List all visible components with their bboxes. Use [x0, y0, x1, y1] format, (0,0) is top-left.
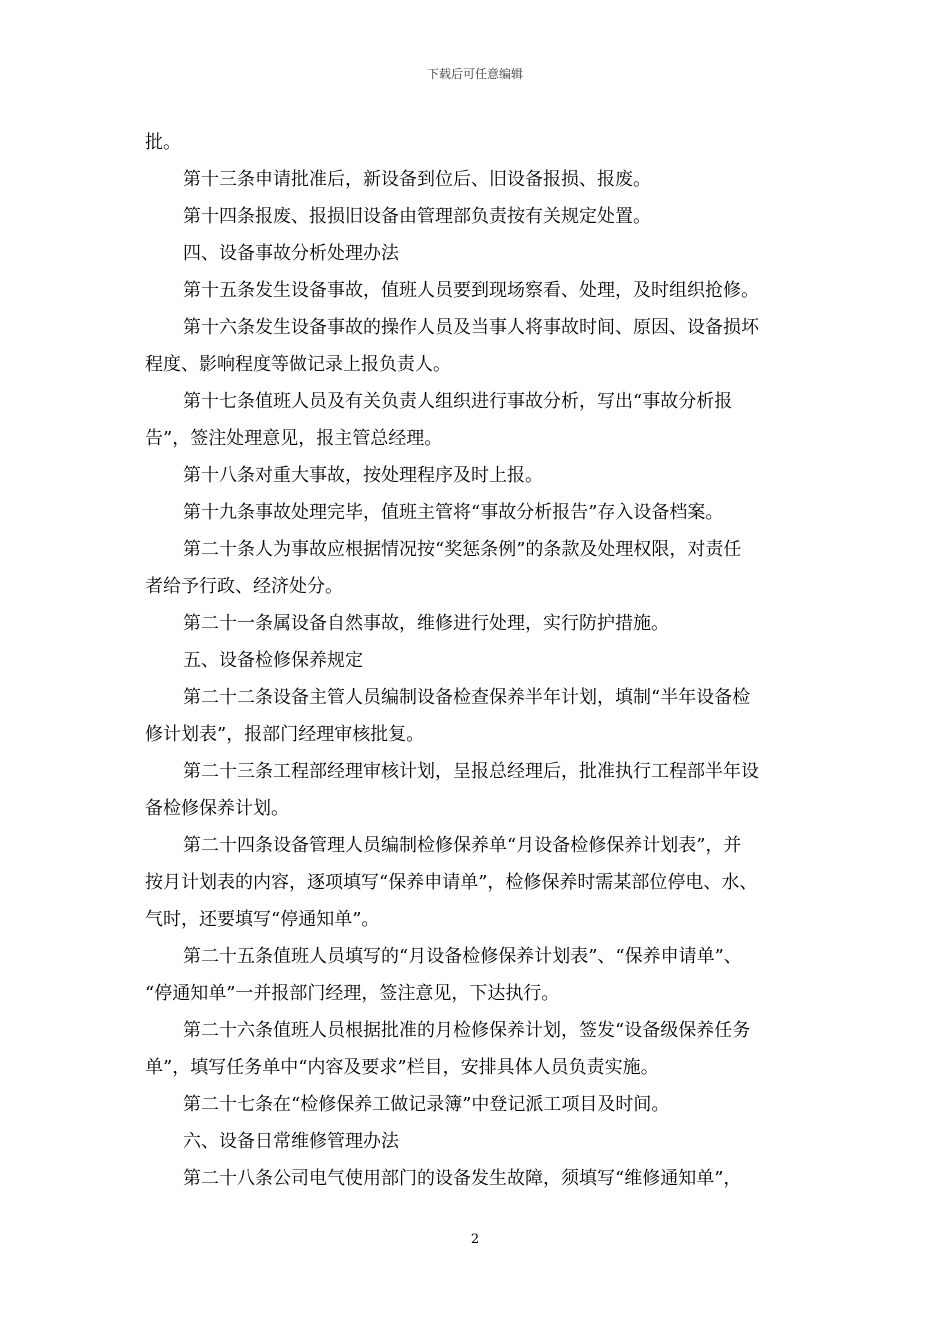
paragraph-line: 备检修保养计划。 — [145, 798, 289, 819]
document-body — [145, 124, 810, 1197]
paragraph — [145, 235, 810, 272]
paragraph — [145, 309, 810, 383]
paragraph-line: 第十五条发生设备事故，值班人员要到现场察看、处理，及时组织抢修。 — [183, 280, 759, 301]
paragraph-line: 第二十七条在“检修保养工做记录簿”中登记派工项目及时间。 — [183, 1094, 670, 1115]
paragraph-line: 告”，签注处理意见，报主管总经理。 — [145, 428, 443, 449]
paragraph — [145, 457, 810, 494]
paragraph — [145, 605, 810, 642]
page-number: 2 — [470, 1232, 480, 1247]
paragraph-line: 第二十四条设备管理人员编制检修保养单“月设备检修保养计划表”，并 — [183, 835, 742, 856]
paragraph — [145, 642, 810, 679]
paragraph — [145, 1160, 810, 1197]
paragraph-line: 第二十条人为事故应根据情况按“奖惩条例”的条款及处理权限，对责任 — [183, 539, 742, 560]
paragraph — [145, 753, 810, 827]
paragraph-line: 第十四条报废、报损旧设备由管理部负责按有关规定处置。 — [183, 206, 651, 227]
paragraph-line: 第十九条事故处理完毕，值班主管将“事故分析报告”存入设备档案。 — [183, 502, 724, 523]
paragraph-line: 第二十五条值班人员填写的“月设备检修保养计划表”、“保养申请单”、 — [183, 946, 742, 967]
paragraph — [145, 531, 810, 605]
paragraph-line: 第二十三条工程部经理审核计划，呈报总经理后，批准执行工程部半年设 — [183, 761, 759, 782]
paragraph-line: “停通知单”一并报部门经理，签注意见，下达执行。 — [145, 983, 560, 1004]
paragraph-line: 第二十二条设备主管人员编制设备检查保养半年计划，填制“半年设备检 — [183, 687, 751, 708]
paragraph — [145, 494, 810, 531]
paragraph — [145, 1086, 810, 1123]
paragraph — [145, 198, 810, 235]
paragraph — [145, 124, 810, 161]
paragraph — [145, 383, 810, 457]
paragraph-line: 者给予行政、经济处分。 — [145, 576, 343, 597]
paragraph-line: 第十八条对重大事故，按处理程序及时上报。 — [183, 465, 543, 486]
paragraph — [145, 1012, 810, 1086]
paragraph-line: 气时，还要填写“停通知单”。 — [145, 909, 380, 930]
paragraph-line: 第二十八条公司电气使用部门的设备发生故障，须填写“维修通知单”， — [183, 1168, 742, 1189]
paragraph — [145, 161, 810, 198]
paragraph-line: 第十七条值班人员及有关负责人组织进行事故分析，写出“事故分析报 — [183, 391, 733, 412]
paragraph-line: 单”，填写任务单中“内容及要求”栏目，安排具体人员负责实施。 — [145, 1057, 659, 1078]
paragraph-line: 修计划表”，报部门经理审核批复。 — [145, 724, 425, 745]
paragraph-line: 程度、影响程度等做记录上报负责人。 — [145, 354, 451, 375]
paragraph-line: 批。 — [145, 132, 181, 153]
paragraph — [145, 272, 810, 309]
paragraph-line: 第二十六条值班人员根据批准的月检修保养计划，签发“设备级保养任务 — [183, 1020, 751, 1041]
paragraph-line: 六、设备日常维修管理办法 — [183, 1131, 399, 1152]
paragraph — [145, 827, 810, 938]
paragraph-line: 按月计划表的内容，逐项填写“保养申请单”，检修保养时需某部位停电、水、 — [145, 872, 758, 893]
paragraph — [145, 1123, 810, 1160]
paragraph — [145, 938, 810, 1012]
paragraph-line: 第十三条申请批准后，新设备到位后、旧设备报损、报废。 — [183, 169, 651, 190]
page-header: 下载后可任意编辑 — [426, 67, 523, 81]
paragraph-line: 四、设备事故分析处理办法 — [183, 243, 399, 264]
paragraph-line: 五、设备检修保养规定 — [183, 650, 363, 671]
paragraph-line: 第二十一条属设备自然事故，维修进行处理，实行防护措施。 — [183, 613, 669, 634]
paragraph — [145, 679, 810, 753]
paragraph-line: 第十六条发生设备事故的操作人员及当事人将事故时间、原因、设备损坏 — [183, 317, 759, 338]
